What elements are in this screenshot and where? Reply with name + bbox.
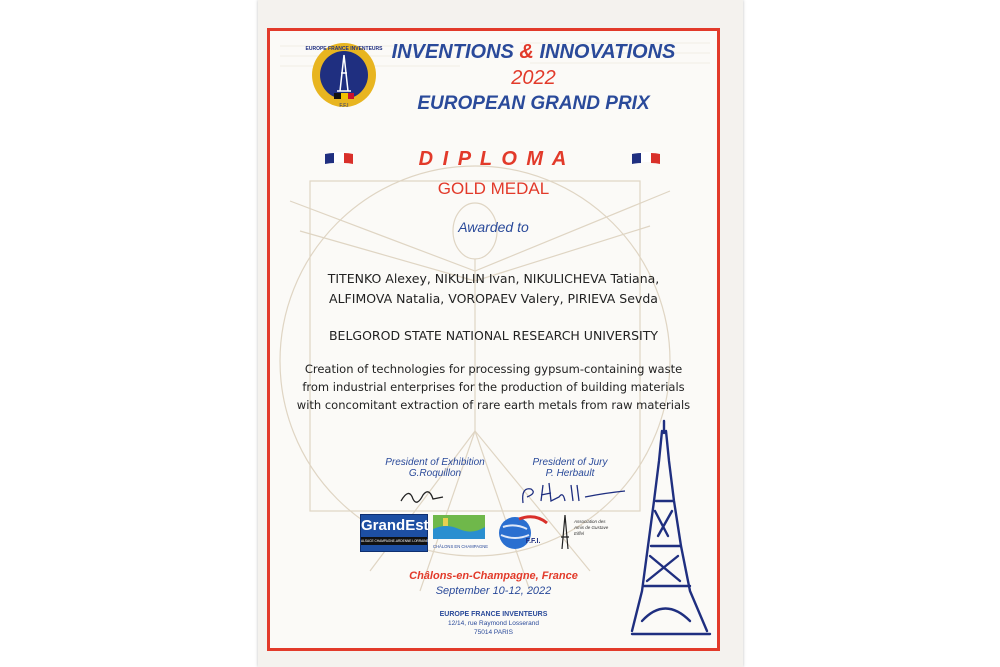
project-line-1: Creation of technologies for processing gypsum-containing waste	[304, 362, 683, 376]
ffi-globe-icon	[495, 513, 549, 553]
grand-est-logo	[360, 514, 428, 552]
badge-ring-text: EUROPE FRANCE INVENTEURS	[305, 46, 383, 52]
diploma-frame	[267, 28, 720, 651]
chalons-river-icon	[433, 515, 485, 539]
chalons-caption: CHÂLONS EN CHAMPAGNE	[433, 544, 489, 549]
grand-est-word-grand: Grand	[361, 517, 406, 534]
recipients-line-1: TITENKO Alexey, NIKULIN Ivan, NIKULICHEVA Tatiana,	[327, 271, 660, 286]
association-caption: Association des Amis de Gustave Eiffel	[574, 519, 609, 536]
footer-city: 75014 PARIS	[474, 629, 513, 636]
ffi-label: F.F.I.	[525, 538, 541, 545]
right-signatory-title: President of Jury	[532, 457, 608, 468]
header-year: 2022	[511, 67, 556, 89]
diploma-title: D I P L O M A	[418, 148, 569, 170]
event-dates: September 10-12, 2022	[435, 585, 552, 597]
left-signatory	[360, 457, 510, 479]
header-ampersand: &	[519, 41, 534, 63]
header-subtitle: EUROPEAN GRAND PRIX	[417, 93, 650, 114]
footer-street: 12/14, rue Raymond Losserand	[447, 620, 540, 627]
institution-name: BELGOROD STATE NATIONAL RESEARCH UNIVERSITY	[328, 328, 659, 343]
grand-est-word-est: Est	[405, 517, 429, 534]
grand-est-subtitle: ALSACE CHAMPAGNE-ARDENNE LORRAINE	[361, 539, 429, 543]
ffi-logo	[495, 513, 549, 553]
eiffel-tower-drawing	[632, 421, 710, 634]
right-signature-drawing	[515, 479, 630, 511]
badge-initials: F.F.I	[339, 103, 349, 109]
header-word-innovations: INNOVATIONS	[539, 41, 676, 63]
event-place: Châlons-en-Champagne, France	[409, 570, 578, 582]
amis-gustave-eiffel-logo	[558, 515, 610, 551]
right-signatory-name: P. Herbault	[545, 468, 595, 479]
left-signatory-name: G.Roquillon	[408, 468, 462, 479]
small-eiffel-icon	[558, 515, 572, 549]
medal-title: GOLD MEDAL	[437, 179, 550, 198]
header-title	[310, 41, 757, 64]
project-line-2: from industrial enterprises for the production of building materials	[302, 380, 685, 394]
left-signature-drawing	[395, 483, 455, 509]
chalons-en-champagne-logo	[433, 515, 489, 549]
header-word-inventions: INVENTIONS	[391, 41, 514, 63]
recipients-line-2: ALFIMOVA Natalia, VOROPAEV Valery, PIRIEVA Sevda	[329, 291, 658, 306]
awarded-to-label: Awarded to	[458, 219, 529, 235]
left-signatory-title: President of Exhibition	[385, 457, 485, 468]
footer-organization: EUROPE FRANCE INVENTEURS	[439, 611, 548, 618]
right-signatory	[495, 457, 645, 479]
project-line-3: with concomitant extraction of rare earth metals from raw materials	[296, 398, 691, 412]
